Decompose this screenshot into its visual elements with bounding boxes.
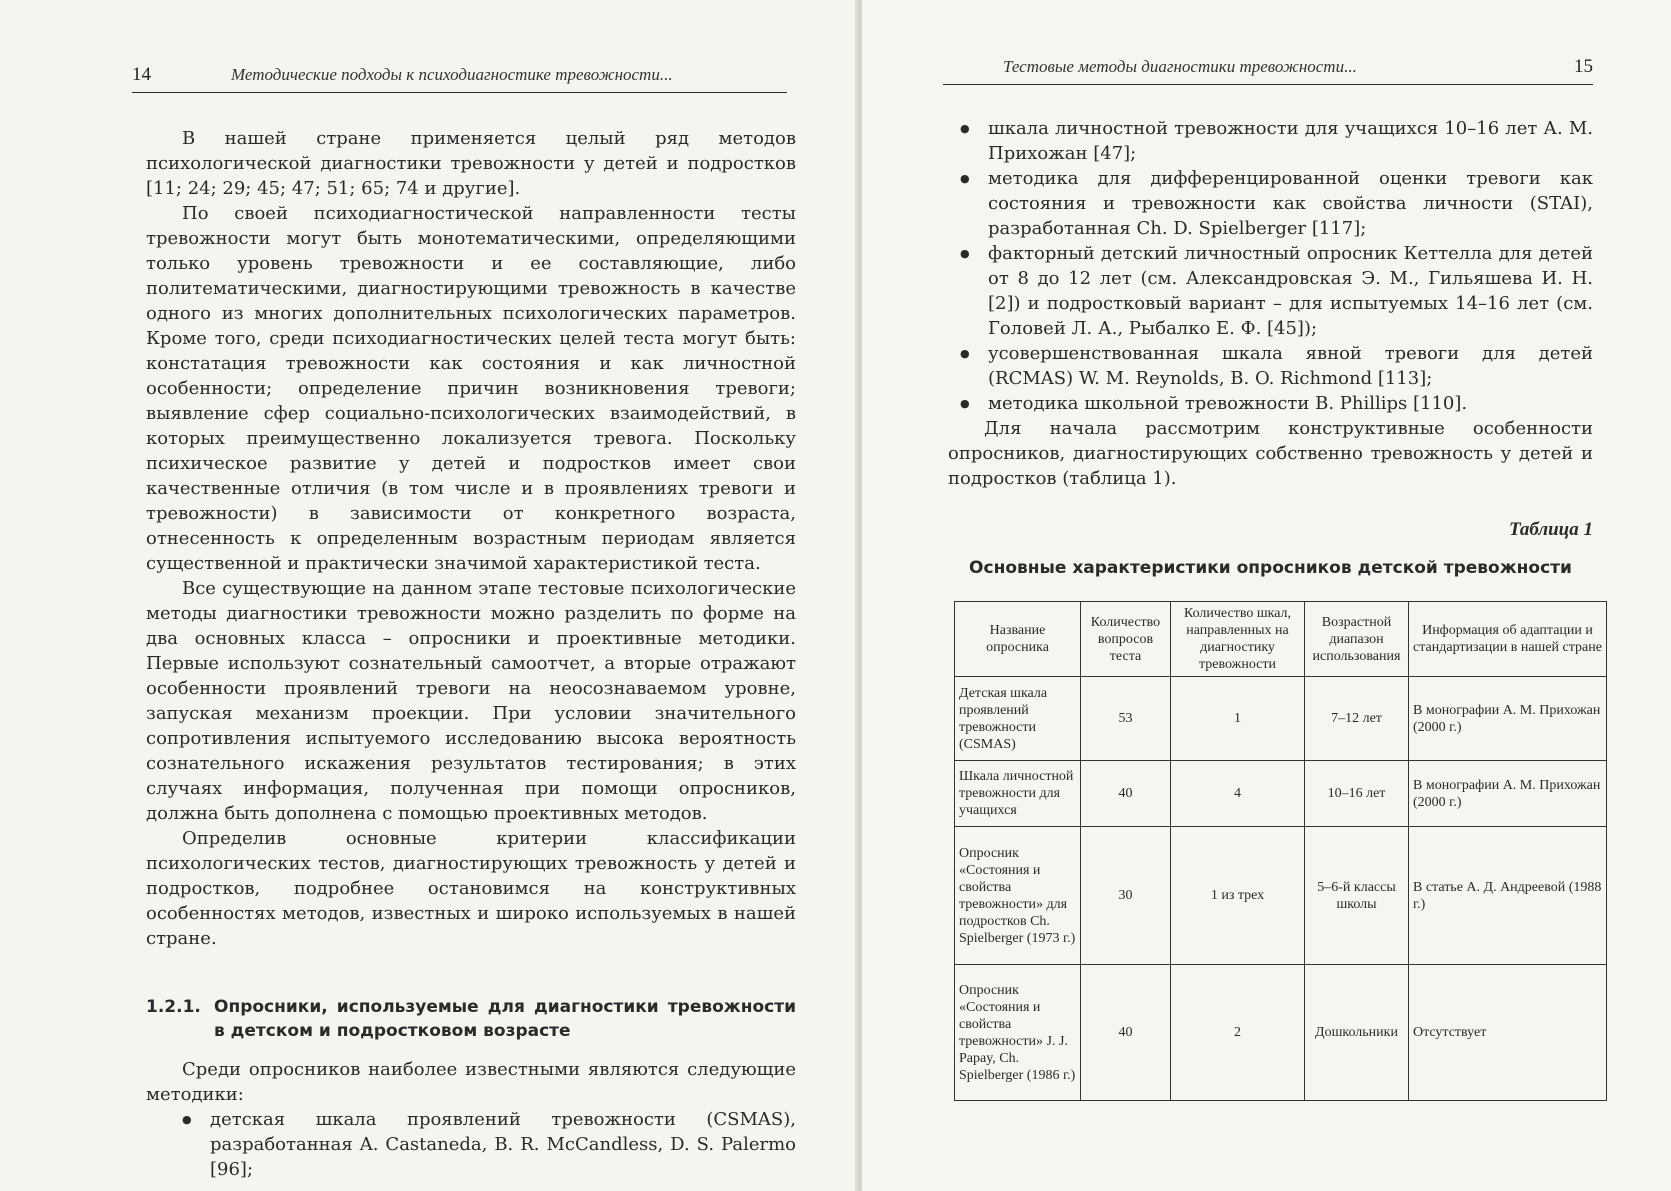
- bullet-list: [948, 116, 1593, 416]
- paragraph: Для начала рассмотрим конструктивные особенности опросников, диагностирующих собственно тревожность у детей и подростков (таблица 1).: [948, 418, 1593, 489]
- table-cell: 4: [1171, 761, 1305, 827]
- right-text-column: [948, 116, 1593, 581]
- left-text-column: [146, 126, 796, 1182]
- table-cell: В монографии А. М. Прихожан (2000 г.): [1409, 761, 1607, 827]
- right-page-number: 15: [1574, 56, 1593, 77]
- table-cell: 40: [1081, 965, 1171, 1101]
- table-row: [955, 965, 1607, 1101]
- table-cell: Опросник «Состояния и свойства тревожности» J. J. Papay, Ch. Spielberger (1986 г.): [955, 965, 1081, 1101]
- table-label: Таблица 1: [1508, 519, 1593, 540]
- list-item: ● усовершенствованная шкала явной тревоги для детей (RCMAS) W. M. Reynolds, B. O. Richmond [113];: [948, 341, 1593, 391]
- table-cell: Детская шкала проявлений тревожности (CSMAS): [955, 677, 1081, 761]
- paragraph: По своей психодиагностической направленности тесты тревожности могут быть монотематическими, определяющими только уровень тревожности и ее составляющие, либо политематическими, диагностирующими тревожность в качестве одного из многих дополнительных психологических параметров. Кроме того, среди психодиагностических целей теста могут быть: констатация тревожности как состояния и как личностной особенности; определение причин возникновения тревоги; выявление сфер социально-психологических взаимодействий, в которых преимущественно локализуется тревога. Поскольку психическое развитие у детей и подростков имеет свои качественные отличия (в том числе и в проявлениях тревоги и тревожности) в зависимости от конкретного возраста, отнесенность к определенным возрастным периодам является существенной и практически значимой характеристикой теста.: [146, 203, 796, 574]
- right-running-title: Тестовые методы диагностики тревожности...: [1003, 57, 1357, 76]
- column-header: Название опросника: [955, 602, 1081, 677]
- column-header: Информация об адаптации и стандартизации в нашей стране: [1409, 602, 1607, 677]
- section-heading: [146, 995, 796, 1043]
- table-row: [955, 827, 1607, 965]
- table-cell: 7–12 лет: [1305, 677, 1409, 761]
- left-running-head: [132, 64, 787, 93]
- list-item: ● детская шкала проявлений тревожности (CSMAS), разработанная A. Castaneda, B. R. McCandless, D. S. Palermo [96];: [170, 1107, 796, 1182]
- left-page-number: 14: [132, 64, 151, 85]
- table-cell: 5–6-й классы школы: [1305, 827, 1409, 965]
- table-cell: 10–16 лет: [1305, 761, 1409, 827]
- column-header: Возрастной диапазон использования: [1305, 602, 1409, 677]
- right-running-head: [943, 56, 1593, 85]
- list-item: ● факторный детский личностный опросник Кеттелла для детей от 8 до 12 лет (см. Александровская Э. М., Гильяшева И. Н. [2]) и подростковый вариант – для испытуемых 14–16 лет (см. Головей Л. А., Рыбалко Е. Ф. [45]);: [948, 241, 1593, 341]
- column-header: Количество шкал, направленных на диагностику тревожности: [1171, 602, 1305, 677]
- table-row: [955, 761, 1607, 827]
- table-header-row: [955, 602, 1607, 677]
- table-cell: Опросник «Состояния и свойства тревожности» для подростков Ch. Spielberger (1973 г.): [955, 827, 1081, 965]
- table-cell: 30: [1081, 827, 1171, 965]
- list-item: ● шкала личностной тревожности для учащихся 10–16 лет А. М. Прихожан [47];: [948, 116, 1593, 166]
- table-cell: 1: [1171, 677, 1305, 761]
- paragraph: Определив основные критерии классификации психологических тестов, диагностирующих тревожность у детей и подростков, подробнее остановимся на конструктивных особенностях методов, известных и широко используемых в нашей стране.: [146, 828, 796, 949]
- table-cell: Отсутствует: [1409, 965, 1607, 1101]
- table-cell: В статье А. Д. Андреевой (1988 г.): [1409, 827, 1607, 965]
- table-cell: 1 из трех: [1171, 827, 1305, 965]
- paragraph: В нашей стране применяется целый ряд методов психологической диагностики тревожности у детей и подростков [11; 24; 29; 45; 47; 51; 65; 74 и другие].: [146, 128, 796, 199]
- questionnaire-table: [954, 601, 1607, 1101]
- table-cell: Шкала личностной тревожности для учащихся: [955, 761, 1081, 827]
- paragraph: Все существующие на данном этапе тестовые психологические методы диагностики тревожности можно разделить по форме на два основных класса – опросники и проективные методики. Первые используют сознательный самоотчет, а вторые отражают особенности проявлений тревоги на неосознаваемом уровне, запуская механизм проекции. При условии значительного сопротивления испытуемого исследованию высока вероятность сознательного искажения результатов тестирования; в этих случаях информация, полученная при помощи опросников, должна быть дополнена с помощью проективных методов.: [146, 578, 796, 824]
- paragraph: Среди опросников наиболее известными являются следующие методики:: [146, 1059, 796, 1105]
- list-item: ● методика школьной тревожности B. Phillips [110].: [948, 391, 1593, 416]
- table-cell: 2: [1171, 965, 1305, 1101]
- left-running-title: Методические подходы к психодиагностике тревожности...: [231, 65, 673, 84]
- section-title: Опросники, используемые для диагностики тревожности в детском и подростковом возрасте: [214, 997, 796, 1041]
- table-cell: 53: [1081, 677, 1171, 761]
- section-number: 1.2.1.: [146, 997, 201, 1017]
- table-caption: Основные характеристики опросников детской тревожности: [969, 558, 1572, 578]
- table-row: [955, 677, 1607, 761]
- column-header: Количество вопросов теста: [1081, 602, 1171, 677]
- bullet-list: [170, 1107, 796, 1182]
- list-item: ● методика для дифференцированной оценки тревоги как состояния и тревожности как свойства личности (STAI), разработанная Ch. D. Spielberger [117];: [948, 166, 1593, 241]
- table-cell: 40: [1081, 761, 1171, 827]
- table-cell: В монографии А. М. Прихожан (2000 г.): [1409, 677, 1607, 761]
- table-cell: Дошкольники: [1305, 965, 1409, 1101]
